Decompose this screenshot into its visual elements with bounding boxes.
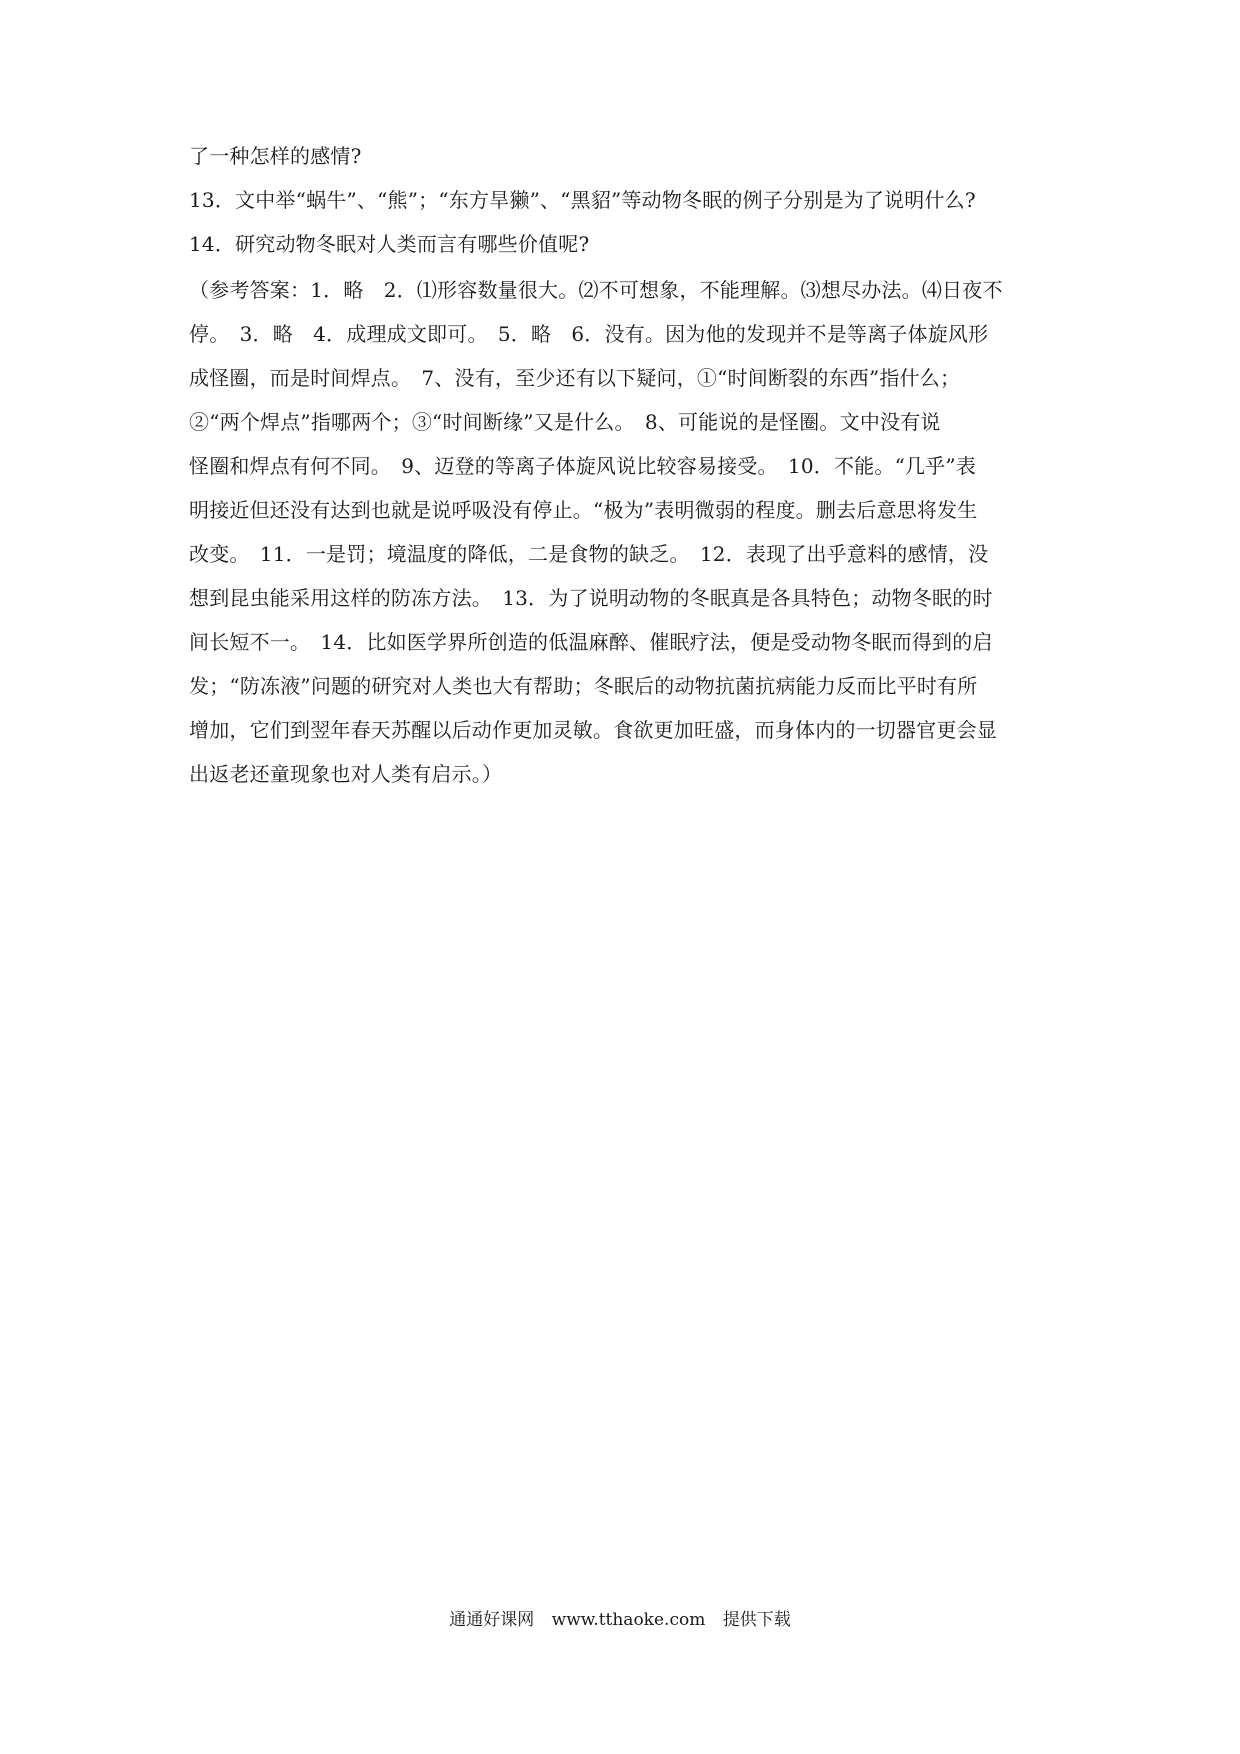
answer-line: 停。 3．略 4．成理成文即可。 5．略 6．没有。因为他的发现并不是等离子体旋风形 [189, 322, 989, 346]
footer-site-name: 通通好课网 [449, 1610, 535, 1630]
answer-line: ②“两个焊点”指哪两个；③“时间断缘”又是什么。 8、可能说的是怪圈。文中没有说 [189, 410, 941, 434]
answer-line: 发；“防冻液”问题的研究对人类也大有帮助；冬眠后的动物抗菌抗病能力反而比平时有所 [189, 674, 978, 698]
footer-url-link[interactable]: www.tthaoke.com [551, 1610, 706, 1630]
answer-line: 成怪圈，而是时间焊点。 7、没有，至少还有以下疑问，①“时间断裂的东西”指什么； [189, 366, 961, 390]
question-13: 13．文中举“蜗牛”、“熊”；“东方旱獭”、“黑貂”等动物冬眠的例子分别是为了说明什么? [189, 188, 976, 212]
answer-line: 出返老还童现象也对人类有启示。） [189, 762, 503, 786]
footer-tail: 提供下载 [722, 1610, 791, 1630]
question-14: 14．研究动物冬眠对人类而言有哪些价值呢? [189, 232, 590, 256]
page-footer [0, 1608, 1240, 1632]
answer-line: 想到昆虫能采用这样的防冻方法。 13．为了说明动物的冬眠真是各具特色；动物冬眠的时 [189, 586, 993, 610]
text-line: 了一种怎样的感情? [189, 144, 362, 168]
answer-line: （参考答案：1．略 2．⑴形容数量很大。⑵不可想象，不能理解。⑶想尽办法。⑷日夜不 [189, 278, 1003, 302]
answer-line: 增加，它们到翌年春天苏醒以后动作更加灵敏。食欲更加旺盛，而身体内的一切器官更会显 [189, 718, 997, 742]
answer-line: 明接近但还没有达到也就是说呼吸没有停止。“极为”表明微弱的程度。删去后意思将发生 [189, 498, 978, 522]
answer-line: 间长短不一。 14．比如医学界所创造的低温麻醉、催眠疗法，便是受动物冬眠而得到的启 [189, 630, 993, 654]
answer-line: 改变。 11．一是罚；境温度的降低，二是食物的缺乏。 12．表现了出乎意料的感情，没 [189, 542, 989, 566]
answer-line: 怪圈和焊点有何不同。 9、迈登的等离子体旋风说比较容易接受。 10．不能。“几乎”表 [189, 454, 977, 478]
